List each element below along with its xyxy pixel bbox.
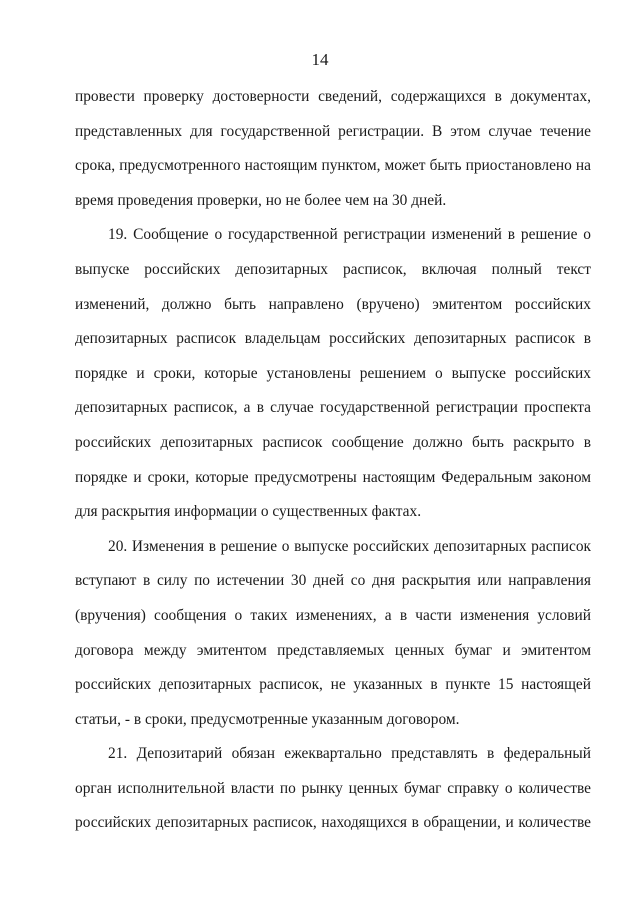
text-line: представленных для государственной регистрации. В этом случае течение bbox=[75, 122, 591, 140]
text-line: (вручения) сообщения о таких изменениях, а в части изменения условий bbox=[75, 606, 591, 624]
paragraph-20 bbox=[75, 534, 591, 742]
text-line: выпуске российских депозитарных расписок, включая полный текст bbox=[75, 260, 591, 278]
text-line: 19. Сообщение о государственной регистрации изменений в решение о bbox=[108, 226, 591, 244]
page-number: 14 bbox=[311, 50, 329, 69]
text-line: срока, предусмотренного настоящим пунктом, может быть приостановлено на bbox=[75, 157, 591, 175]
text-line: российских депозитарных расписок, не указанных в пункте 15 настоящей bbox=[75, 676, 591, 694]
text-line: порядке и сроки, которые установлены решением о выпуске российских bbox=[75, 364, 591, 382]
text-line: вступают в силу по истечении 30 дней со дня раскрытия или направления bbox=[75, 572, 591, 590]
text-line: договора между эмитентом представляемых ценных бумаг и эмитентом bbox=[75, 641, 591, 659]
paragraph-continuation bbox=[75, 84, 591, 222]
text-line: изменений, должно быть направлено (вручено) эмитентом российских bbox=[75, 295, 591, 313]
text-line: статьи, - в сроки, предусмотренные указанным договором. bbox=[75, 710, 460, 728]
paragraph-21 bbox=[75, 741, 591, 845]
text-line: российских депозитарных расписок сообщение должно быть раскрыто в bbox=[75, 433, 591, 451]
paragraph-19 bbox=[75, 222, 591, 533]
document-text bbox=[75, 84, 591, 845]
text-line: российских депозитарных расписок, находящихся в обращении, и количестве bbox=[75, 814, 591, 832]
text-line: время проведения проверки, но не более чем на 30 дней. bbox=[75, 191, 447, 209]
text-line: 21. Депозитарий обязан ежеквартально представлять в федеральный bbox=[108, 745, 591, 763]
text-line: порядке и сроки, которые предусмотрены настоящим Федеральным законом bbox=[75, 468, 591, 486]
text-line: для раскрытия информации о существенных фактах. bbox=[75, 503, 422, 521]
text-line: провести проверку достоверности сведений, содержащихся в документах, bbox=[75, 88, 591, 105]
text-line: 20. Изменения в решение о выпуске российских депозитарных расписок bbox=[108, 537, 591, 555]
text-line: депозитарных расписок владельцам российских депозитарных расписок в bbox=[75, 330, 591, 348]
text-line: орган исполнительной власти по рынку ценных бумаг справку о количестве bbox=[75, 779, 591, 797]
text-line: депозитарных расписок, а в случае государственной регистрации проспекта bbox=[75, 399, 591, 417]
